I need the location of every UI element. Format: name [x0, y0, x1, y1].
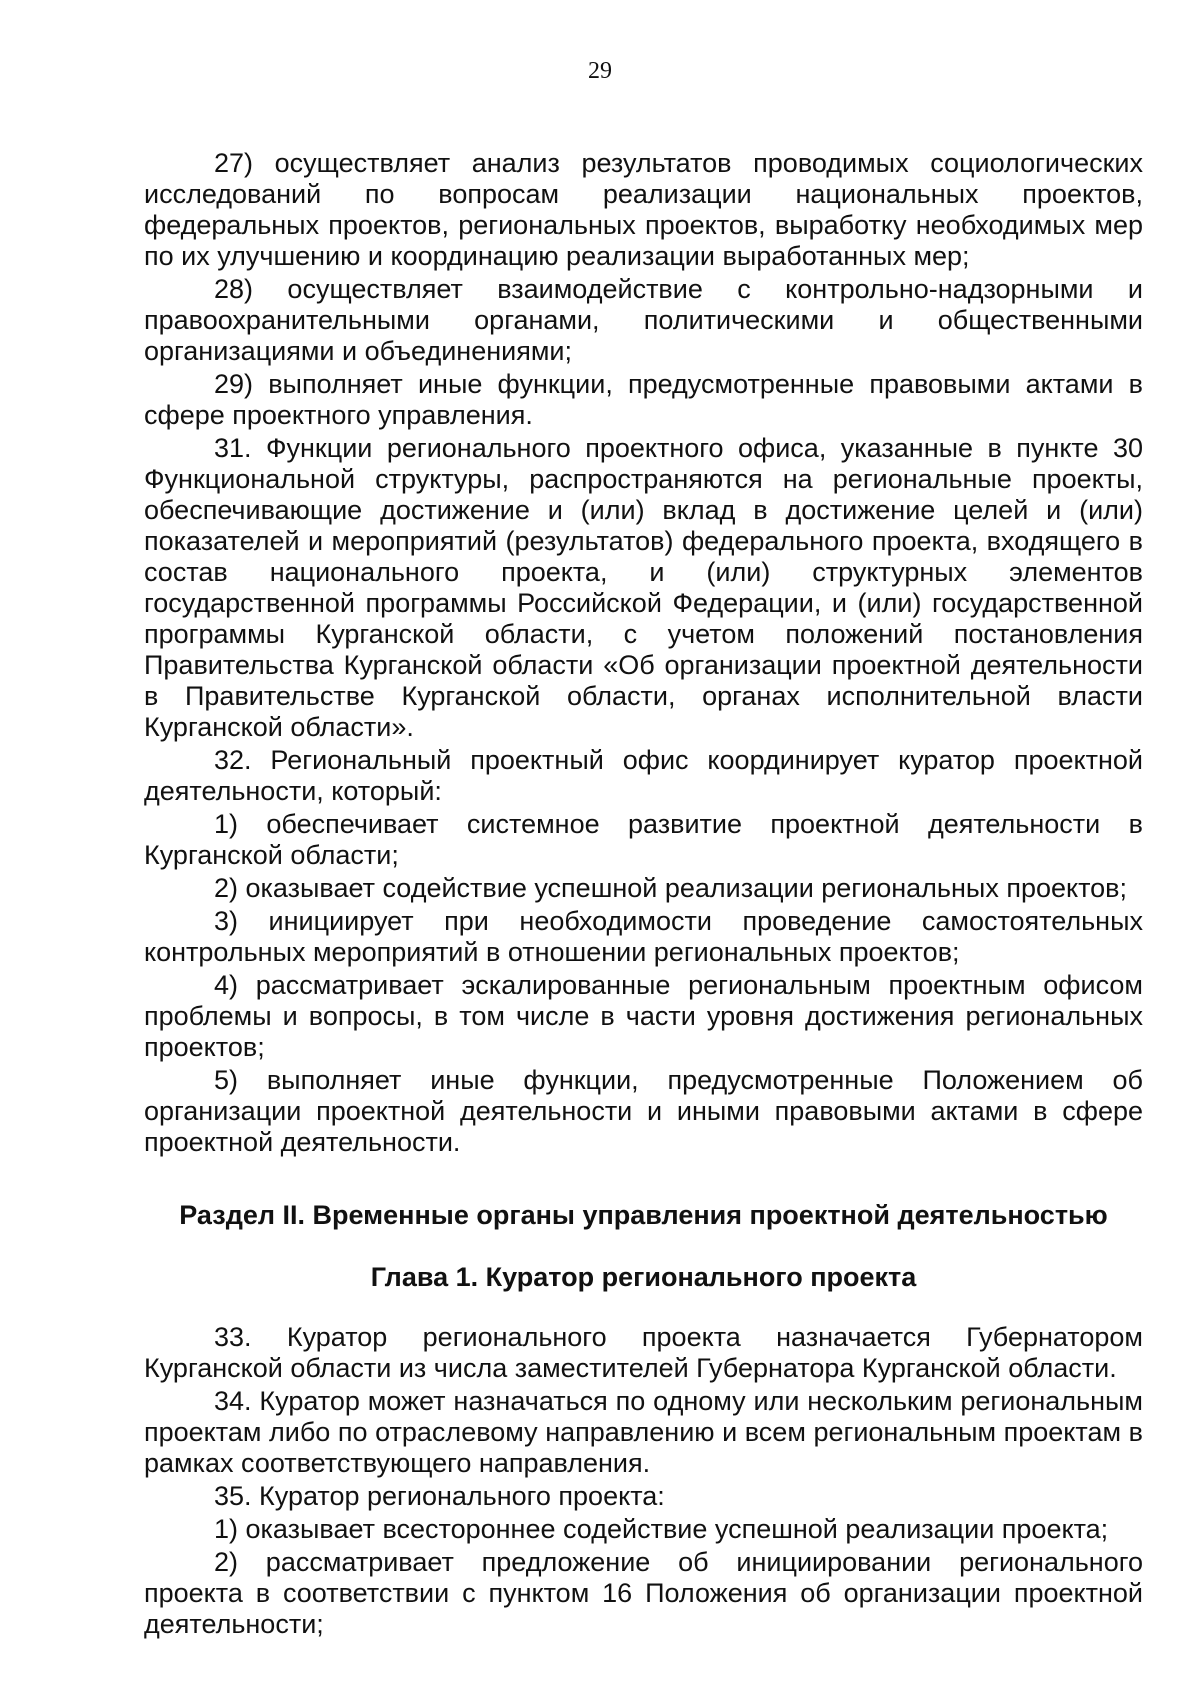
paragraph-item-27: 27) осуществляет анализ результатов проводимых социологических исследований по вопросам реализации национальных проектов, федеральных проектов, региональных проектов, выработку необходимых мер по их улучшению и координацию реализации выработанных мер; [144, 148, 1143, 271]
paragraph-clause-32-item-5: 5) выполняет иные функции, предусмотренные Положением об организации проектной деятельности и иными правовыми актами в сфере проектной деятельности. [144, 1065, 1143, 1157]
section-heading: Раздел II. Временные органы управления проектной деятельностью [179, 1200, 1108, 1230]
paragraph-clause-32-item-3: 3) инициирует при необходимости проведение самостоятельных контрольных мероприятий в отношении региональных проектов; [144, 906, 1143, 967]
paragraph-clause-34: 34. Куратор может назначаться по одному или нескольким региональным проектам либо по отраслевому направлению и всем региональным проектам в рамках соответствующего направления. [144, 1386, 1143, 1478]
paragraph-clause-35: 35. Куратор регионального проекта: [214, 1481, 665, 1511]
paragraph-item-28: 28) осуществляет взаимодействие с контрольно-надзорными и правоохранительными органами, политическими и общественными организациями и объединениями; [144, 274, 1143, 366]
paragraph-clause-35-item-1: 1) оказывает всестороннее содействие успешной реализации проекта; [214, 1514, 1109, 1544]
paragraph-clause-33: 33. Куратор регионального проекта назначается Губернатором Курганской области из числа заместителей Губернатора Курганской области. [144, 1322, 1143, 1383]
paragraph-clause-35-item-2: 2) рассматривает предложение об инициировании регионального проекта в соответствии с пунктом 16 Положения об организации проектной деятельности; [144, 1547, 1143, 1639]
chapter-heading: Глава 1. Куратор регионального проекта [370, 1262, 917, 1292]
document-body [144, 148, 1143, 1640]
paragraph-item-29: 29) выполняет иные функции, предусмотренные правовыми актами в сфере проектного управления. [144, 369, 1143, 430]
paragraph-clause-32-item-4: 4) рассматривает эскалированные региональным проектным офисом проблемы и вопросы, в том числе в части уровня достижения региональных проектов; [144, 970, 1143, 1062]
paragraph-clause-31: 31. Функции регионального проектного офиса, указанные в пункте 30 Функциональной структуры, распространяются на региональные проекты, обеспечивающие достижение и (или) вклад в достижение целей и (или) показателей и мероприятий (результатов) федерального проекта, входящего в состав национального проекта, и (или) структурных элементов государственной программы Российской Федерации, и (или) государственной программы Курганской области, с учетом положений постановления Правительства Курганской области «Об организации проектной деятельности в Правительстве Курганской области, органах исполнительной власти Курганской области». [144, 433, 1143, 742]
paragraph-clause-32-item-2: 2) оказывает содействие успешной реализации региональных проектов; [214, 873, 1128, 903]
page-number: 29 [588, 58, 612, 84]
paragraph-clause-32-item-1: 1) обеспечивает системное развитие проектной деятельности в Курганской области; [144, 809, 1143, 870]
paragraph-clause-32: 32. Региональный проектный офис координирует куратор проектной деятельности, который: [144, 745, 1143, 806]
